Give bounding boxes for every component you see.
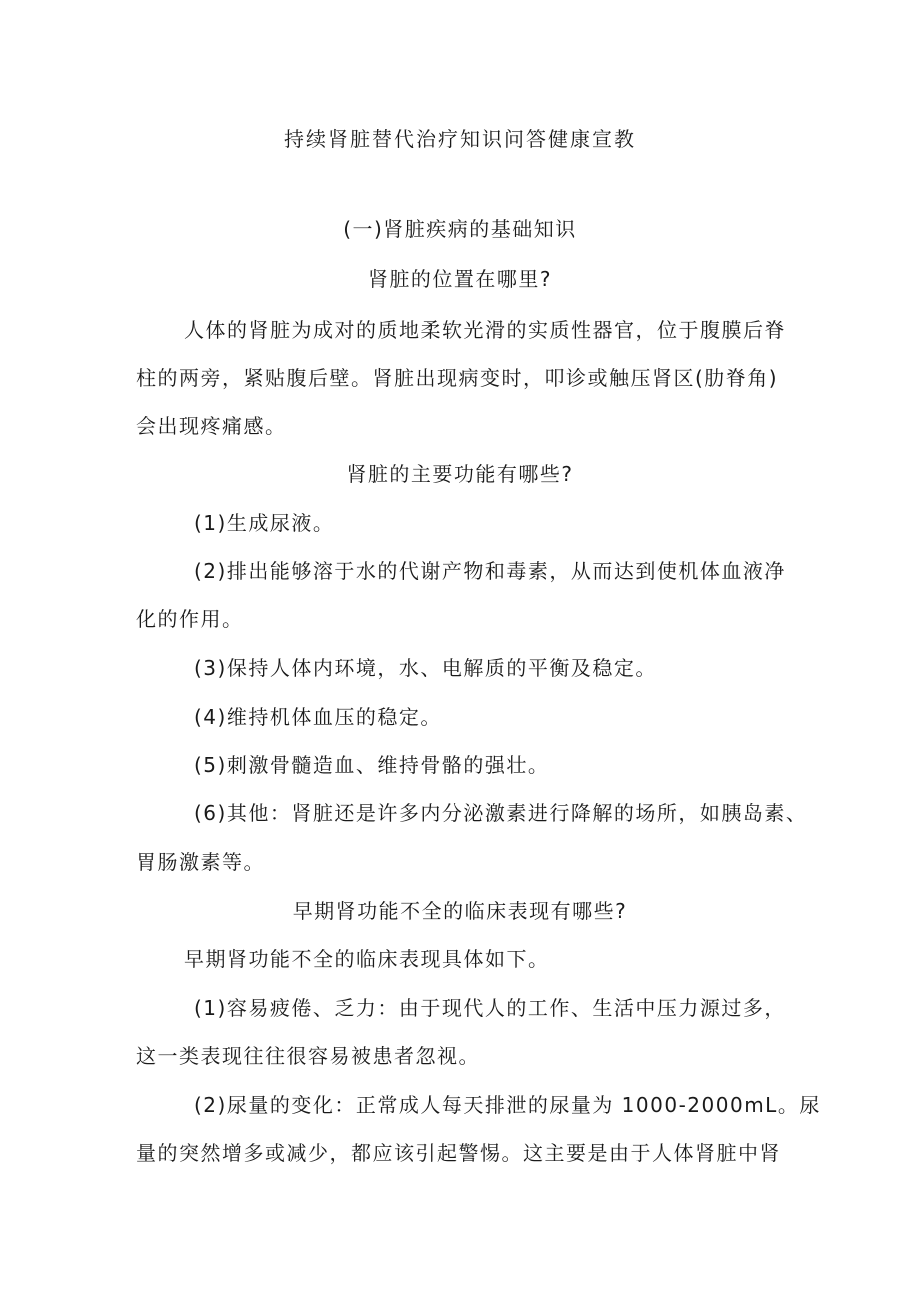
- intro-line: 早期肾功能不全的临床表现具体如下。: [184, 947, 550, 971]
- question-heading-kidney-functions: 肾脏的主要功能有哪些?: [346, 462, 574, 486]
- list-item-continuation: 这一类表现往往很容易被患者忽视。: [136, 1044, 480, 1068]
- list-item: (1)容易疲倦、乏力：由于现代人的工作、生活中压力源过多，: [194, 996, 786, 1020]
- list-item: (3)保持人体内环境，水、电解质的平衡及稳定。: [194, 656, 657, 680]
- list-item: (4)维持机体血压的稳定。: [194, 705, 442, 729]
- list-item: (2)排出能够溶于水的代谢产物和毒素，从而达到使机体血液净: [194, 559, 786, 583]
- list-item: (5)刺激骨髓造血、维持骨骼的强壮。: [194, 753, 550, 777]
- answer-line: 柱的两旁，紧贴腹后壁。肾脏出现病变时，叩诊或触压肾区(肋脊角): [136, 366, 779, 390]
- list-item: (1)生成尿液。: [194, 511, 335, 535]
- list-item-continuation: 化的作用。: [136, 607, 244, 631]
- section-heading: (一)肾脏疾病的基础知识: [343, 217, 577, 241]
- question-heading-kidney-location: 肾脏的位置在哪里?: [367, 267, 553, 291]
- list-item: (2)尿量的变化：正常成人每天排泄的尿量为 1000-2000mL。尿: [194, 1093, 821, 1117]
- list-item-continuation: 胃肠激素等。: [136, 850, 265, 874]
- answer-line: 会出现疼痛感。: [136, 414, 287, 438]
- question-heading-early-renal-insufficiency: 早期肾功能不全的临床表现有哪些?: [292, 899, 628, 923]
- list-item: (6)其他：肾脏还是许多内分泌激素进行降解的场所，如胰岛素、: [194, 801, 808, 825]
- document-title: 持续肾脏替代治疗知识问答健康宣教: [284, 127, 636, 151]
- answer-line: 人体的肾脏为成对的质地柔软光滑的实质性器官，位于腹膜后脊: [184, 318, 786, 342]
- list-item-continuation: 量的突然增多或减少，都应该引起警惕。这主要是由于人体肾脏中肾: [136, 1141, 781, 1165]
